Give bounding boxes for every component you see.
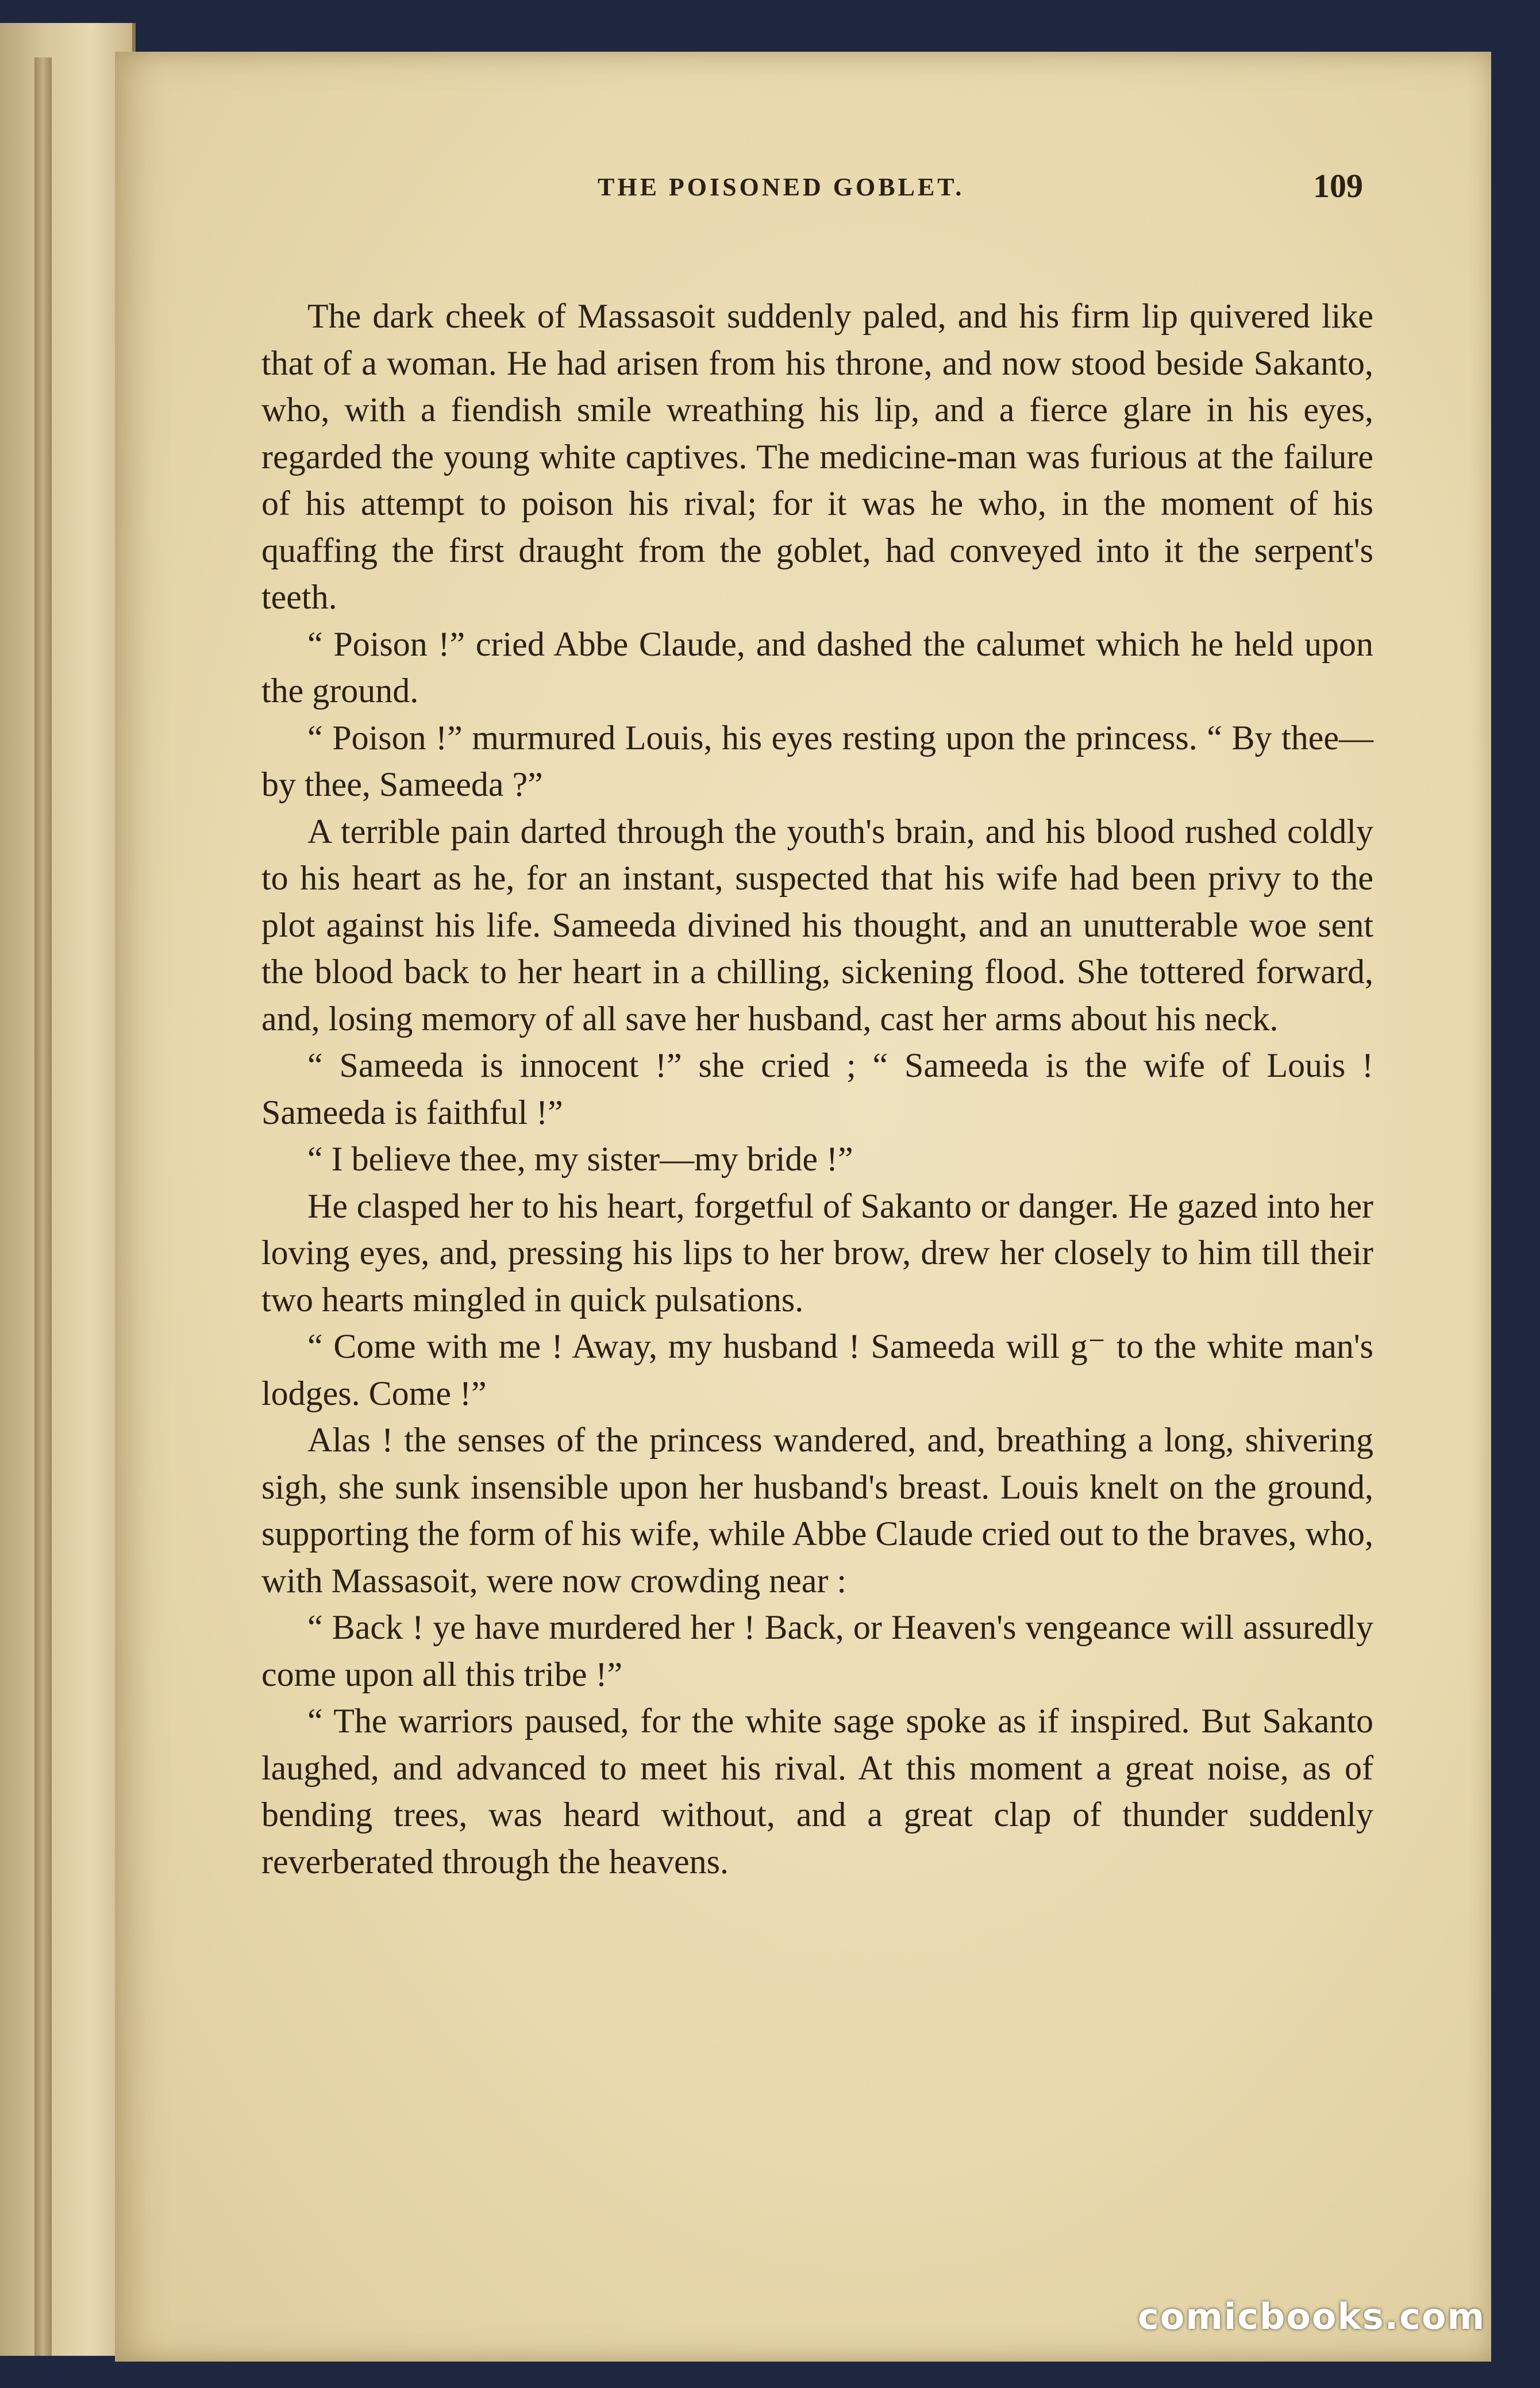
paragraph: The dark cheek of Massasoit suddenly paled, and his firm lip quivered like that of a woman. He had arisen from his throne, and now stood beside Sakanto, who, with a fiendish smile wreathing his lip, and a fierce glare in his eyes, regarded the young white captives. The medicine-man was furious at the failure of his attempt to poison his rival; for it was he who, in the moment of his quaffing the first draught from the goblet, had conveyed into it the serpent's teeth. (261, 297, 1373, 616)
running-title: THE POISONED GOBLET. (598, 173, 965, 201)
paragraph: Alas ! the senses of the princess wandered, and, breathing a long, shivering sigh, she sunk insensible upon her husband's breast. Louis knelt on the ground, supporting the form of his wife, while Abbe Claude cried out to the braves, who, with Massasoit, were now crowding near : (261, 1421, 1373, 1600)
paragraph: He clasped her to his heart, forgetful of Sakanto or danger. He gazed into her loving eyes, and, pressing his lips to her brow, drew her closely to him till their two hearts mingled in quick pulsations. (261, 1187, 1373, 1319)
paragraph: “ Sameeda is innocent !” she cried ; “ Sameeda is the wife of Louis ! Sameeda is faithful !” (261, 1046, 1373, 1131)
book-page (115, 52, 1491, 2362)
paragraph: A terrible pain darted through the youth's brain, and his blood rushed coldly to his heart as he, for an instant, suspected that his wife had been privy to the plot against his life. Sameeda divined his thought, and an unutterable woe sent the blood back to her heart in a chilling, sickening flood. She tottered forward, and, losing memory of all save her husband, cast her arms about his neck. (261, 812, 1373, 1038)
body-text (261, 293, 1373, 1885)
paragraph: “ Come with me ! Away, my husband ! Sameeda will g⁻ to the white man's lodges. Come !” (261, 1327, 1373, 1412)
spine-edge (34, 57, 52, 2356)
paragraph: “ The warriors paused, for the white sage spoke as if inspired. But Sakanto laughed, and advanced to meet his rival. At this moment a great noise, as of bending trees, was heard without, and a great clap of thunder suddenly reverberated through the heavens. (261, 1702, 1373, 1881)
paragraph: “ Poison !” cried Abbe Claude, and dashed the calumet which he held upon the ground. (261, 625, 1373, 710)
paragraph: “ I believe thee, my sister—my bride !” (307, 1140, 853, 1178)
page-number: 109 (1313, 167, 1363, 205)
watermark: comicbooks.com (1138, 2295, 1486, 2337)
paragraph: “ Poison !” murmured Louis, his eyes resting upon the princess. “ By thee—by thee, Sameeda ?” (261, 718, 1373, 803)
running-head (115, 167, 1491, 213)
paragraph: “ Back ! ye have murdered her ! Back, or Heaven's vengeance will assuredly come upon all this tribe !” (261, 1608, 1373, 1693)
